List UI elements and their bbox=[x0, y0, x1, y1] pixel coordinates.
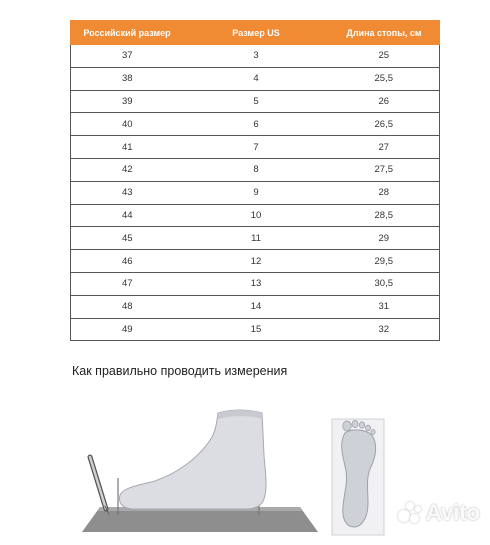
foot-length-cell: 32 bbox=[329, 318, 440, 341]
foot-length-cell: 29 bbox=[329, 227, 440, 250]
table-row bbox=[71, 227, 440, 250]
measurement-illustration bbox=[0, 395, 490, 540]
table-row bbox=[71, 158, 440, 181]
us-size-cell: 4 bbox=[184, 67, 329, 90]
table-row bbox=[71, 90, 440, 113]
avito-watermark-text: Avito bbox=[425, 500, 480, 525]
russian-size-cell: 39 bbox=[71, 90, 184, 113]
table-row bbox=[71, 45, 440, 67]
us-size-cell: 8 bbox=[184, 158, 329, 181]
russian-size-cell: 40 bbox=[71, 113, 184, 136]
russian-size-cell: 43 bbox=[71, 181, 184, 204]
russian-size-cell: 48 bbox=[71, 295, 184, 318]
foot-length-cell: 27 bbox=[329, 136, 440, 159]
section-title: Как правильно проводить измерения bbox=[72, 364, 288, 378]
us-size-cell: 3 bbox=[184, 45, 329, 67]
russian-size-cell: 44 bbox=[71, 204, 184, 227]
table-row bbox=[71, 318, 440, 341]
us-size-cell: 10 bbox=[184, 204, 329, 227]
foot-sole-icon bbox=[332, 419, 384, 535]
us-size-cell: 6 bbox=[184, 113, 329, 136]
avito-logo-icon bbox=[398, 502, 422, 524]
foot-length-cell: 25,5 bbox=[329, 67, 440, 90]
table-row bbox=[71, 250, 440, 273]
foot-length-cell: 26,5 bbox=[329, 113, 440, 136]
us-size-cell: 13 bbox=[184, 272, 329, 295]
size-chart-table bbox=[70, 20, 440, 341]
russian-size-cell: 37 bbox=[71, 45, 184, 67]
table-row bbox=[71, 181, 440, 204]
us-size-cell: 12 bbox=[184, 250, 329, 273]
foot-length-cell: 28 bbox=[329, 181, 440, 204]
foot-length-cell: 30,5 bbox=[329, 272, 440, 295]
foot-length-cell: 28,5 bbox=[329, 204, 440, 227]
table-row bbox=[71, 113, 440, 136]
foot-side-view bbox=[120, 410, 267, 509]
table-row bbox=[71, 272, 440, 295]
us-size-cell: 7 bbox=[184, 136, 329, 159]
russian-size-cell: 46 bbox=[71, 250, 184, 273]
russian-size-cell: 47 bbox=[71, 272, 184, 295]
russian-size-cell: 42 bbox=[71, 158, 184, 181]
table-row bbox=[71, 204, 440, 227]
avito-watermark bbox=[398, 500, 480, 526]
us-size-cell: 15 bbox=[184, 318, 329, 341]
us-size-cell: 11 bbox=[184, 227, 329, 250]
table-body bbox=[71, 45, 440, 341]
foot-length-cell: 31 bbox=[329, 295, 440, 318]
foot-length-cell: 25 bbox=[329, 45, 440, 67]
us-size-cell: 14 bbox=[184, 295, 329, 318]
table-row bbox=[71, 67, 440, 90]
header-us-size: Размер US bbox=[184, 20, 329, 45]
header-russian-size: Российский размер bbox=[71, 20, 184, 45]
russian-size-cell: 38 bbox=[71, 67, 184, 90]
foot-length-cell: 26 bbox=[329, 90, 440, 113]
us-size-cell: 9 bbox=[184, 181, 329, 204]
table-row bbox=[71, 295, 440, 318]
russian-size-cell: 41 bbox=[71, 136, 184, 159]
russian-size-cell: 49 bbox=[71, 318, 184, 341]
russian-size-cell: 45 bbox=[71, 227, 184, 250]
header-foot-length: Длина стопы, см bbox=[329, 20, 440, 45]
us-size-cell: 5 bbox=[184, 90, 329, 113]
table-header-row bbox=[71, 20, 440, 45]
foot-length-cell: 29,5 bbox=[329, 250, 440, 273]
table-row bbox=[71, 136, 440, 159]
foot-length-cell: 27,5 bbox=[329, 158, 440, 181]
